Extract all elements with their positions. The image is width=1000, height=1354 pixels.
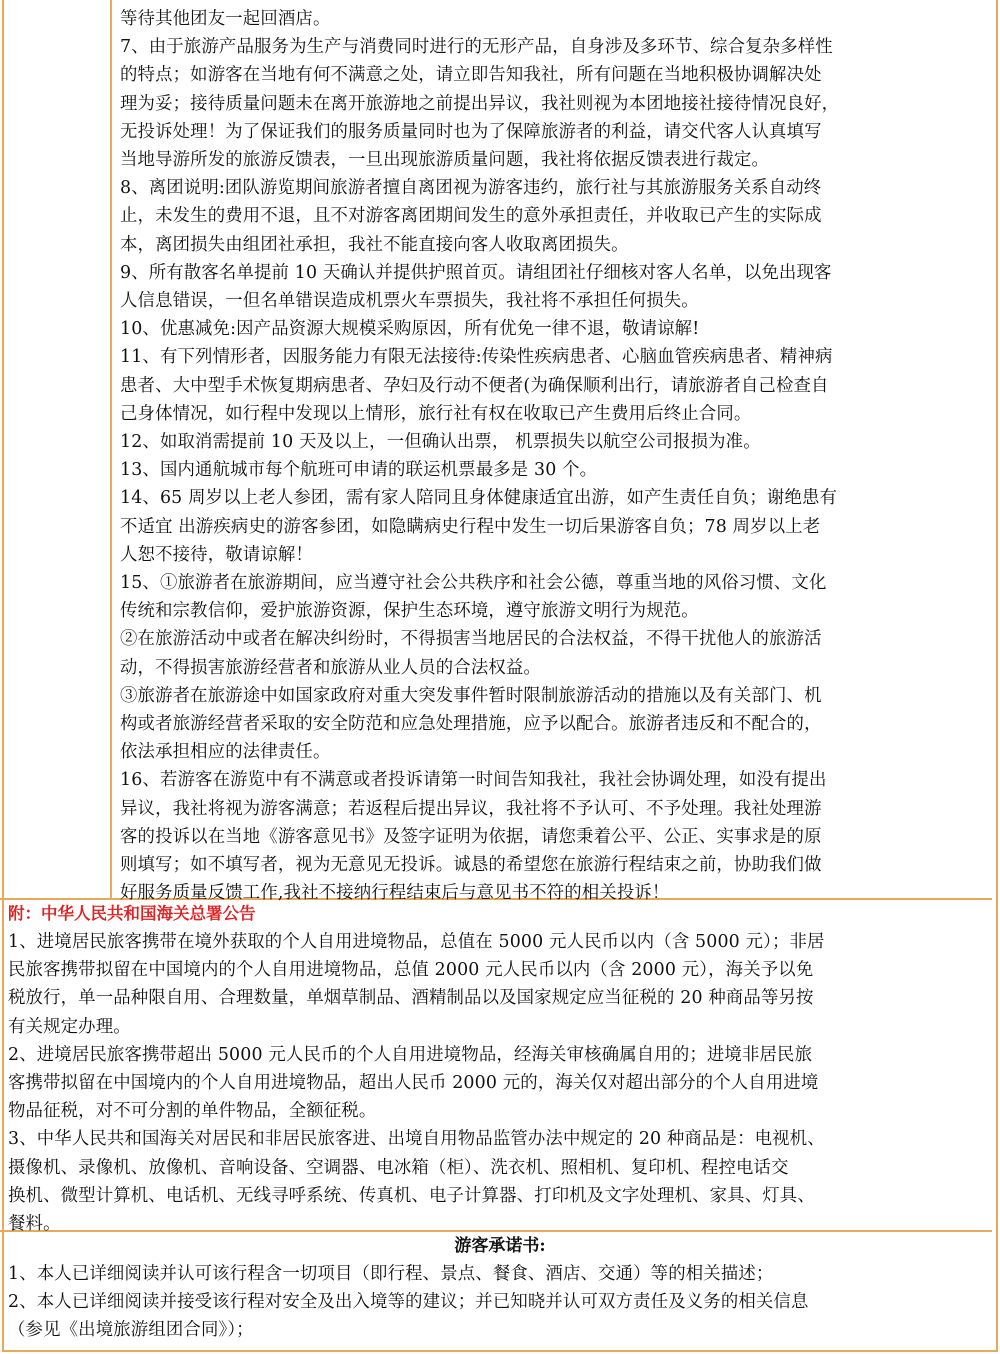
- text-line: 止，未发生的费用不退，且不对游客离团期间发生的意外承担责任，并收取已产生的实际成: [120, 206, 822, 227]
- text-line: （参见《出境旅游组团合同》）；: [8, 1320, 254, 1341]
- text-line: 人恕不接待，敬请谅解！: [120, 544, 313, 565]
- terms-paragraph: [120, 625, 988, 681]
- terms-paragraph: [120, 428, 988, 456]
- text-line: 理为妥；接待质量问题未在离开旅游地之前提出异议，我社则视为本团地接社接待情况良好，: [120, 93, 840, 114]
- text-line: ③旅游者在旅游途中如国家政府对重大突发事件暂时限制旅游活动的措施以及有关部门、机: [120, 685, 822, 706]
- text-line: 等待其他团友一起回酒店。: [120, 9, 331, 29]
- terms-paragraph: [120, 33, 988, 174]
- terms-paragraph: [120, 315, 988, 343]
- text-line: 人信息错误，一但名单错误造成机票火车票损失，我社将不承担任何损失。: [120, 291, 699, 312]
- customs-notice-section: [0, 900, 992, 1235]
- text-line: 传统和宗教信仰，爱护旅游资源，保护生态环境，遵守旅游文明行为规范。: [120, 601, 699, 622]
- text-line: 摄像机、录像机、放像机、音响设备、空调器、电冰箱（柜）、洗衣机、照相机、复印机、程控电话交: [8, 1157, 789, 1178]
- text-line: 16、若游客在游览中有不满意或者投诉请第一时间告知我社，我社会协调处理，如没有提出: [120, 770, 827, 791]
- text-line: 1、本人已详细阅读并认可该行程含一切项目（即行程、景点、餐食、酒店、交通）等的相关描述；: [8, 1264, 774, 1284]
- text-line: 民旅客携带拟留在中国境内的个人自用进境物品，总值 2000 元人民币以内（含 2000 元），海关予以免: [8, 960, 814, 981]
- tourist-pledge-body: [8, 1260, 992, 1345]
- text-line: 的特点；如游客在当地有何不满意之处，请立即告知我社，所有问题在当地积极协调解决处: [120, 65, 822, 86]
- text-line: 当地导游所发的旅游反馈表，一旦出现旅游质量问题，我社将依据反馈表进行裁定。: [120, 150, 770, 171]
- text-line: 13、国内通航城市每个航班可申请的联运机票最多是 30 个。: [120, 460, 598, 481]
- terms-paragraph: [120, 343, 988, 428]
- text-line: 则填写；如不填写者，视为无意见无投诉。诚恳的希望您在旅游行程结束之前，协助我们做: [120, 855, 822, 876]
- terms-paragraph: [120, 5, 988, 33]
- text-line: 8、离团说明:团队游览期间旅游者擅自离团视为游客违约，旅行社与其旅游服务关系自动终: [120, 178, 822, 199]
- terms-paragraph: [120, 766, 988, 907]
- text-line: 动，不得损害旅游经营者和旅游从业人员的合法权益。: [120, 657, 541, 678]
- left-label-column: [0, 0, 112, 898]
- text-line: 15、①旅游者在旅游期间，应当遵守社会公共秩序和社会公德，尊重当地的风俗习惯、文化: [120, 573, 827, 594]
- customs-notice-title: 附：中华人民共和国海关总署公告: [8, 904, 256, 923]
- terms-paragraph: [120, 484, 988, 569]
- text-line: 2、本人已详细阅读并接受该行程对安全及出入境等的建议；并已知晓并认可双方责任及义务的相关信息: [8, 1292, 809, 1313]
- customs-notice-body: [8, 928, 992, 1238]
- text-line: 构或者旅游经营者采取的安全防范和应急处理措施，应予以配合。旅游者违反和不配合的，: [120, 714, 822, 735]
- terms-text: [120, 5, 988, 908]
- text-line: 无投诉处理！为了保证我们的服务质量同时也为了保障旅游者的利益，请交代客人认真填写: [120, 121, 822, 142]
- text-line: 己身体情况，如行程中发现以上情形，旅行社有权在收取已产生费用后终止合同。: [120, 403, 752, 424]
- text-line: ②在旅游活动中或者在解决纠纷时，不得损害当地居民的合法权益，不得干扰他人的旅游活: [120, 629, 822, 650]
- text-line: 好服务质量反馈工作,我社不接纳行程结束后与意见书不符的相关投诉！: [120, 883, 670, 904]
- text-line: 14、65 周岁以上老人参团，需有家人陪同且身体健康适宜出游，如产生责任自负；谢绝患有: [120, 488, 838, 509]
- text-line: 11、有下列情形者，因服务能力有限无法接待:传染性疾病患者、心脑血管疾病患者、精神病: [120, 347, 833, 368]
- text-line: 不适宜 出游疾病史的游客参团，如隐瞒病史行程中发生一切后果游客自负；78 周岁以上老: [120, 516, 821, 537]
- terms-paragraph: [120, 456, 988, 484]
- text-line: 物品征税，对不可分割的单件物品，全额征税。: [8, 1101, 377, 1122]
- text-line: 客的投诉以在当地《游客意见书》及签字证明为依据，请您秉着公平、公正、实事求是的原: [120, 826, 822, 847]
- text-line: 患者、大中型手术恢复期病患者、孕妇及行动不便者(为确保顺利出行，请旅游者自己检查自: [120, 375, 829, 396]
- terms-paragraph: [120, 569, 988, 625]
- tourist-pledge-title: 游客承诺书:: [454, 1236, 546, 1256]
- text-line: 有关规定办理。: [8, 1016, 131, 1037]
- text-line: 7、由于旅游产品服务为生产与消费同时进行的无形产品，自身涉及多环节、综合复杂多样性: [120, 37, 833, 58]
- text-line: 餐料。: [8, 1214, 61, 1235]
- text-line: 1、进境居民旅客携带在境外获取的个人自用进境物品，总值在 5000 元人民币以内（含 5000 元）；非居: [8, 932, 825, 952]
- text-line: 换机、微型计算机、电话机、无线寻呼系统、传真机、电子计算器、打印机及文字处理机、家具、灯具、: [8, 1185, 815, 1206]
- tourist-pledge-section: [0, 1232, 992, 1352]
- text-line: 2、进境居民旅客携带超出 5000 元人民币的个人自用进境物品，经海关审核确属自用的；进境非居民旅: [8, 1044, 813, 1065]
- text-line: 10、优惠减免:因产品资源大规模采购原因，所有优免一律不退，敬请谅解!: [120, 319, 700, 340]
- text-line: 客携带拟留在中国境内的个人自用进境物品，超出人民币 2000 元的，海关仅对超出部分的个人自用进境: [8, 1073, 819, 1094]
- text-line: 3、中华人民共和国海关对居民和非居民旅客进、出境自用物品监管办法中规定的 20 种商品是：电视机、: [8, 1129, 825, 1150]
- terms-paragraph: [120, 174, 988, 259]
- text-line: 本，离团损失由组团社承担，我社不能直接向客人收取离团损失。: [120, 234, 629, 255]
- text-line: 税放行，单一品种限自用、合理数量，单烟草制品、酒精制品以及国家规定应当征税的 20 种商品等另按: [8, 988, 814, 1009]
- text-line: 依法承担相应的法律责任。: [120, 742, 331, 763]
- text-line: 9、所有散客名单提前 10 天确认并提供护照首页。请组团社仔细核对客人名单，以免出现客: [120, 262, 832, 283]
- terms-paragraph: [120, 682, 988, 767]
- terms-paragraph: [120, 259, 988, 315]
- text-line: 12、如取消需提前 10 天及以上，一但确认出票， 机票损失以航空公司报损为准。: [120, 432, 761, 453]
- text-line: 异议，我社将视为游客满意；若返程后提出异议，我社将不予认可、不予处理。我社处理游: [120, 798, 822, 819]
